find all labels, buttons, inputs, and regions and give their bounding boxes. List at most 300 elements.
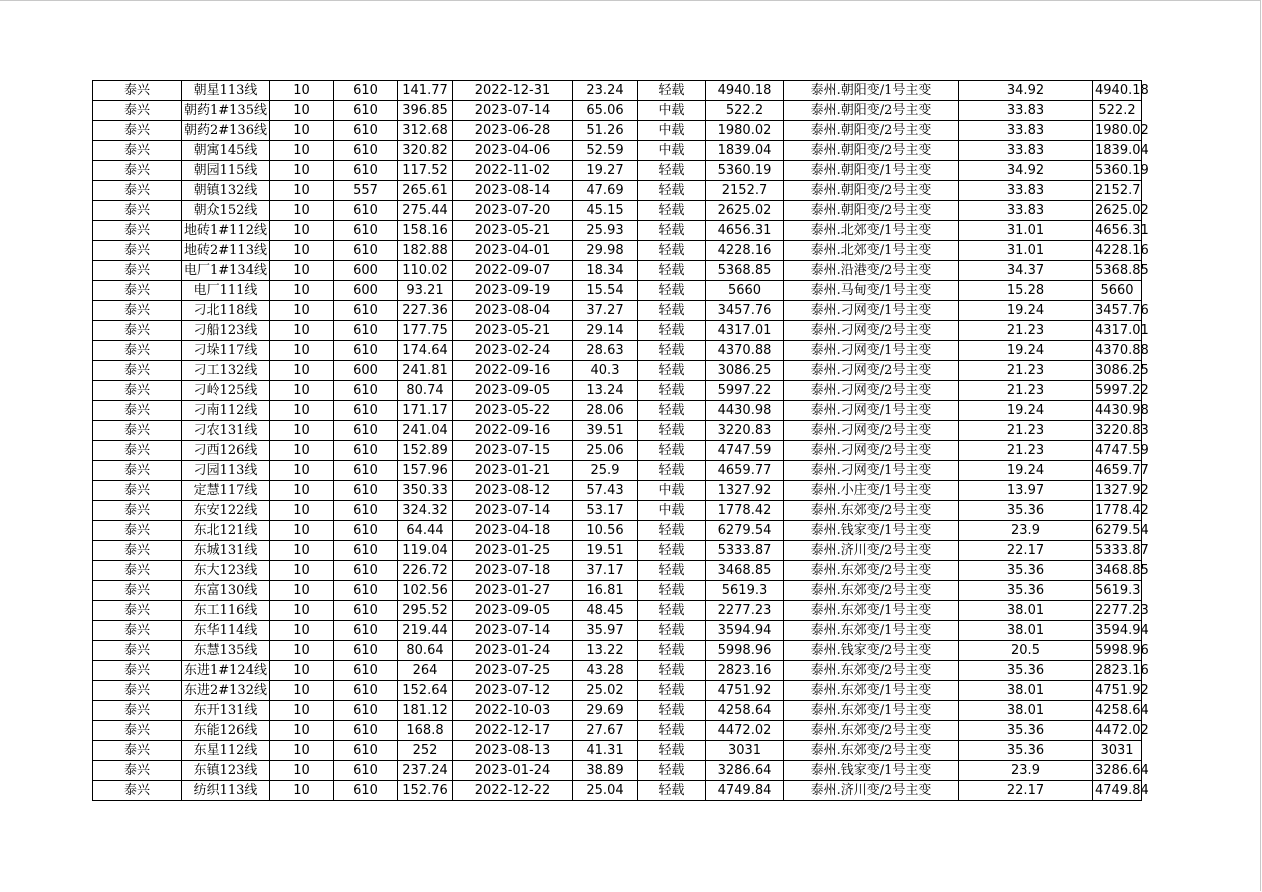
voltage-cell: 10: [270, 761, 334, 781]
available-capacity-cell: 4228.16: [706, 241, 784, 261]
line-name-cell: 东开131线: [182, 701, 270, 721]
voltage-cell: 10: [270, 241, 334, 261]
capacity-cell: 610: [334, 421, 398, 441]
load-rate-cell: 65.06: [573, 101, 638, 121]
load-status-cell: 轻载: [638, 181, 706, 201]
remaining-capacity-cell: 4430.98: [1093, 401, 1142, 421]
voltage-cell: 10: [270, 361, 334, 381]
capacity-cell: 610: [334, 761, 398, 781]
region-cell: 泰兴: [93, 281, 182, 301]
capacity-cell: 610: [334, 661, 398, 681]
load-status-cell: 轻载: [638, 661, 706, 681]
available-capacity-cell: 5997.22: [706, 381, 784, 401]
capacity-cell: 610: [334, 621, 398, 641]
load-rate-cell: 37.17: [573, 561, 638, 581]
remaining-capacity-cell: 4940.18: [1093, 81, 1142, 101]
remaining-capacity-cell: 4317.01: [1093, 321, 1142, 341]
transformer-load-rate-cell: 22.17: [959, 781, 1093, 801]
available-capacity-cell: 1327.92: [706, 481, 784, 501]
load-cell: 64.44: [398, 521, 453, 541]
load-status-cell: 轻载: [638, 161, 706, 181]
date-cell: 2023-09-05: [453, 601, 573, 621]
load-cell: 174.64: [398, 341, 453, 361]
line-name-cell: 东镇123线: [182, 761, 270, 781]
transformer-load-rate-cell: 38.01: [959, 601, 1093, 621]
voltage-cell: 10: [270, 641, 334, 661]
table-row: [93, 621, 1142, 641]
remaining-capacity-cell: 2625.02: [1093, 201, 1142, 221]
region-cell: 泰兴: [93, 161, 182, 181]
available-capacity-cell: 4749.84: [706, 781, 784, 801]
line-name-cell: 东进2#132线: [182, 681, 270, 701]
date-cell: 2023-02-24: [453, 341, 573, 361]
table-row: [93, 601, 1142, 621]
capacity-cell: 600: [334, 281, 398, 301]
line-name-cell: 刁北118线: [182, 301, 270, 321]
load-rate-cell: 19.51: [573, 541, 638, 561]
voltage-cell: 10: [270, 481, 334, 501]
line-name-cell: 东华114线: [182, 621, 270, 641]
region-cell: 泰兴: [93, 581, 182, 601]
region-cell: 泰兴: [93, 461, 182, 481]
load-rate-cell: 52.59: [573, 141, 638, 161]
transformer-cell: 泰州.刁网变/2号主变: [784, 421, 959, 441]
load-cell: 275.44: [398, 201, 453, 221]
voltage-cell: 10: [270, 561, 334, 581]
line-name-cell: 朝寓145线: [182, 141, 270, 161]
transformer-cell: 泰州.朝阳变/1号主变: [784, 161, 959, 181]
table-row: [93, 421, 1142, 441]
table-body: [93, 81, 1149, 801]
voltage-cell: 10: [270, 221, 334, 241]
line-name-cell: 刁农131线: [182, 421, 270, 441]
remaining-capacity-cell: 1778.42: [1093, 501, 1142, 521]
remaining-capacity-cell: 5368.85: [1093, 261, 1142, 281]
transformer-cell: 泰州.马甸变/1号主变: [784, 281, 959, 301]
region-cell: 泰兴: [93, 361, 182, 381]
load-status-cell: 轻载: [638, 721, 706, 741]
line-name-cell: 刁岭125线: [182, 381, 270, 401]
voltage-cell: 10: [270, 701, 334, 721]
transformer-cell: 泰州.东郊变/2号主变: [784, 721, 959, 741]
transformer-cell: 泰州.朝阳变/2号主变: [784, 141, 959, 161]
capacity-cell: 610: [334, 341, 398, 361]
table-row: [93, 121, 1142, 141]
voltage-cell: 10: [270, 421, 334, 441]
load-rate-cell: 48.45: [573, 601, 638, 621]
load-status-cell: 轻载: [638, 621, 706, 641]
transformer-load-rate-cell: 20.5: [959, 641, 1093, 661]
transformer-load-rate-cell: 23.9: [959, 761, 1093, 781]
capacity-cell: 610: [334, 741, 398, 761]
region-cell: 泰兴: [93, 221, 182, 241]
transformer-cell: 泰州.朝阳变/1号主变: [784, 81, 959, 101]
load-rate-cell: 41.31: [573, 741, 638, 761]
transformer-cell: 泰州.钱家变/1号主变: [784, 521, 959, 541]
load-cell: 181.12: [398, 701, 453, 721]
table-row: [93, 441, 1142, 461]
available-capacity-cell: 6279.54: [706, 521, 784, 541]
date-cell: 2022-12-17: [453, 721, 573, 741]
transformer-cell: 泰州.东郊变/1号主变: [784, 601, 959, 621]
capacity-cell: 610: [334, 781, 398, 801]
load-cell: 320.82: [398, 141, 453, 161]
load-rate-cell: 13.22: [573, 641, 638, 661]
line-name-cell: 东安122线: [182, 501, 270, 521]
date-cell: 2023-07-20: [453, 201, 573, 221]
remaining-capacity-cell: 1327.92: [1093, 481, 1142, 501]
line-name-cell: 朝众152线: [182, 201, 270, 221]
line-name-cell: 电厂1#134线: [182, 261, 270, 281]
available-capacity-cell: 4317.01: [706, 321, 784, 341]
table-row: [93, 521, 1142, 541]
date-cell: 2022-10-03: [453, 701, 573, 721]
load-status-cell: 轻载: [638, 561, 706, 581]
date-cell: 2023-09-05: [453, 381, 573, 401]
voltage-cell: 10: [270, 281, 334, 301]
table-row: [93, 661, 1142, 681]
line-name-cell: 东能126线: [182, 721, 270, 741]
load-status-cell: 轻载: [638, 241, 706, 261]
capacity-cell: 610: [334, 481, 398, 501]
line-name-cell: 电厂111线: [182, 281, 270, 301]
region-cell: 泰兴: [93, 761, 182, 781]
voltage-cell: 10: [270, 521, 334, 541]
load-status-cell: 轻载: [638, 641, 706, 661]
load-status-cell: 轻载: [638, 321, 706, 341]
region-cell: 泰兴: [93, 521, 182, 541]
table-row: [93, 701, 1142, 721]
available-capacity-cell: 5660: [706, 281, 784, 301]
load-status-cell: 中载: [638, 141, 706, 161]
table-row: [93, 461, 1142, 481]
load-status-cell: 轻载: [638, 81, 706, 101]
capacity-cell: 610: [334, 301, 398, 321]
table-row: [93, 181, 1142, 201]
available-capacity-cell: 2277.23: [706, 601, 784, 621]
load-rate-cell: 39.51: [573, 421, 638, 441]
remaining-capacity-cell: 2823.16: [1093, 661, 1142, 681]
voltage-cell: 10: [270, 601, 334, 621]
transformer-load-rate-cell: 15.28: [959, 281, 1093, 301]
remaining-capacity-cell: 4228.16: [1093, 241, 1142, 261]
region-cell: 泰兴: [93, 121, 182, 141]
remaining-capacity-cell: 5660: [1093, 281, 1142, 301]
date-cell: 2023-01-25: [453, 541, 573, 561]
available-capacity-cell: 4656.31: [706, 221, 784, 241]
transformer-cell: 泰州.朝阳变/2号主变: [784, 181, 959, 201]
voltage-cell: 10: [270, 141, 334, 161]
date-cell: 2023-05-21: [453, 221, 573, 241]
voltage-cell: 10: [270, 181, 334, 201]
load-rate-cell: 13.24: [573, 381, 638, 401]
line-name-cell: 东进1#124线: [182, 661, 270, 681]
date-cell: 2022-12-31: [453, 81, 573, 101]
transformer-load-rate-cell: 35.36: [959, 741, 1093, 761]
table-row: [93, 361, 1142, 381]
load-cell: 241.81: [398, 361, 453, 381]
transformer-cell: 泰州.刁网变/1号主变: [784, 341, 959, 361]
load-cell: 350.33: [398, 481, 453, 501]
table-row: [93, 81, 1142, 101]
voltage-cell: 10: [270, 621, 334, 641]
remaining-capacity-cell: 5333.87: [1093, 541, 1142, 561]
region-cell: 泰兴: [93, 601, 182, 621]
transformer-cell: 泰州.刁网变/2号主变: [784, 321, 959, 341]
transformer-load-rate-cell: 34.92: [959, 161, 1093, 181]
load-rate-cell: 25.9: [573, 461, 638, 481]
transformer-load-rate-cell: 33.83: [959, 201, 1093, 221]
transformer-load-rate-cell: 33.83: [959, 181, 1093, 201]
available-capacity-cell: 2152.7: [706, 181, 784, 201]
available-capacity-cell: 3031: [706, 741, 784, 761]
load-cell: 226.72: [398, 561, 453, 581]
load-cell: 93.21: [398, 281, 453, 301]
available-capacity-cell: 4430.98: [706, 401, 784, 421]
line-name-cell: 东北121线: [182, 521, 270, 541]
region-cell: 泰兴: [93, 501, 182, 521]
capacity-cell: 610: [334, 81, 398, 101]
transformer-cell: 泰州.刁网变/1号主变: [784, 301, 959, 321]
available-capacity-cell: 5368.85: [706, 261, 784, 281]
table-row: [93, 241, 1142, 261]
line-name-cell: 东星112线: [182, 741, 270, 761]
load-cell: 237.24: [398, 761, 453, 781]
load-rate-cell: 25.02: [573, 681, 638, 701]
date-cell: 2023-01-24: [453, 641, 573, 661]
line-name-cell: 地砖2#113线: [182, 241, 270, 261]
transformer-load-rate-cell: 21.23: [959, 381, 1093, 401]
remaining-capacity-cell: 4370.88: [1093, 341, 1142, 361]
load-status-cell: 轻载: [638, 421, 706, 441]
capacity-cell: 610: [334, 581, 398, 601]
voltage-cell: 10: [270, 661, 334, 681]
load-status-cell: 轻载: [638, 401, 706, 421]
load-status-cell: 轻载: [638, 521, 706, 541]
date-cell: 2022-11-02: [453, 161, 573, 181]
remaining-capacity-cell: 1980.02: [1093, 121, 1142, 141]
voltage-cell: 10: [270, 501, 334, 521]
voltage-cell: 10: [270, 201, 334, 221]
transformer-cell: 泰州.东郊变/2号主变: [784, 661, 959, 681]
available-capacity-cell: 3594.94: [706, 621, 784, 641]
transformer-cell: 泰州.钱家变/2号主变: [784, 641, 959, 661]
transformer-cell: 泰州.济川变/2号主变: [784, 781, 959, 801]
capacity-cell: 610: [334, 141, 398, 161]
transformer-cell: 泰州.刁网变/1号主变: [784, 461, 959, 481]
date-cell: 2023-09-19: [453, 281, 573, 301]
capacity-cell: 610: [334, 401, 398, 421]
region-cell: 泰兴: [93, 81, 182, 101]
region-cell: 泰兴: [93, 101, 182, 121]
transformer-cell: 泰州.东郊变/2号主变: [784, 581, 959, 601]
date-cell: 2023-07-14: [453, 621, 573, 641]
transformer-load-rate-cell: 31.01: [959, 241, 1093, 261]
available-capacity-cell: 4940.18: [706, 81, 784, 101]
load-cell: 102.56: [398, 581, 453, 601]
capacity-cell: 610: [334, 501, 398, 521]
line-name-cell: 定慧117线: [182, 481, 270, 501]
remaining-capacity-cell: 5998.96: [1093, 641, 1142, 661]
line-name-cell: 东富130线: [182, 581, 270, 601]
load-status-cell: 中载: [638, 481, 706, 501]
load-cell: 152.76: [398, 781, 453, 801]
line-name-cell: 纺织113线: [182, 781, 270, 801]
transformer-cell: 泰州.小庄变/1号主变: [784, 481, 959, 501]
available-capacity-cell: 3086.25: [706, 361, 784, 381]
transformer-load-rate-cell: 21.23: [959, 321, 1093, 341]
capacity-cell: 610: [334, 321, 398, 341]
load-rate-cell: 28.63: [573, 341, 638, 361]
remaining-capacity-cell: 2277.23: [1093, 601, 1142, 621]
remaining-capacity-cell: 1839.04: [1093, 141, 1142, 161]
voltage-cell: 10: [270, 541, 334, 561]
region-cell: 泰兴: [93, 661, 182, 681]
region-cell: 泰兴: [93, 481, 182, 501]
voltage-cell: 10: [270, 321, 334, 341]
capacity-cell: 610: [334, 521, 398, 541]
date-cell: 2023-07-15: [453, 441, 573, 461]
voltage-cell: 10: [270, 161, 334, 181]
table-row: [93, 161, 1142, 181]
transformer-load-rate-cell: 35.36: [959, 661, 1093, 681]
transformer-load-rate-cell: 38.01: [959, 701, 1093, 721]
transformer-cell: 泰州.北郊变/1号主变: [784, 221, 959, 241]
load-cell: 141.77: [398, 81, 453, 101]
table-row: [93, 561, 1142, 581]
available-capacity-cell: 4472.02: [706, 721, 784, 741]
load-rate-cell: 25.04: [573, 781, 638, 801]
load-rate-cell: 29.69: [573, 701, 638, 721]
available-capacity-cell: 3220.83: [706, 421, 784, 441]
capacity-cell: 610: [334, 561, 398, 581]
table-row: [93, 721, 1142, 741]
load-rate-cell: 28.06: [573, 401, 638, 421]
load-rate-cell: 38.89: [573, 761, 638, 781]
available-capacity-cell: 4370.88: [706, 341, 784, 361]
region-cell: 泰兴: [93, 781, 182, 801]
transformer-cell: 泰州.刁网变/1号主变: [784, 401, 959, 421]
available-capacity-cell: 5333.87: [706, 541, 784, 561]
load-rate-cell: 43.28: [573, 661, 638, 681]
load-status-cell: 轻载: [638, 221, 706, 241]
region-cell: 泰兴: [93, 401, 182, 421]
line-name-cell: 刁园113线: [182, 461, 270, 481]
remaining-capacity-cell: 4472.02: [1093, 721, 1142, 741]
region-cell: 泰兴: [93, 681, 182, 701]
transformer-load-rate-cell: 19.24: [959, 461, 1093, 481]
remaining-capacity-cell: 522.2: [1093, 101, 1142, 121]
load-cell: 227.36: [398, 301, 453, 321]
transformer-cell: 泰州.东郊变/1号主变: [784, 621, 959, 641]
load-status-cell: 轻载: [638, 681, 706, 701]
remaining-capacity-cell: 5619.3: [1093, 581, 1142, 601]
load-cell: 264: [398, 661, 453, 681]
remaining-capacity-cell: 4258.64: [1093, 701, 1142, 721]
remaining-capacity-cell: 4749.84: [1093, 781, 1142, 801]
load-rate-cell: 27.67: [573, 721, 638, 741]
load-status-cell: 中载: [638, 121, 706, 141]
capacity-cell: 610: [334, 641, 398, 661]
date-cell: 2023-08-04: [453, 301, 573, 321]
line-name-cell: 朝园115线: [182, 161, 270, 181]
voltage-cell: 10: [270, 581, 334, 601]
load-cell: 171.17: [398, 401, 453, 421]
load-status-cell: 轻载: [638, 261, 706, 281]
load-rate-cell: 23.24: [573, 81, 638, 101]
load-cell: 119.04: [398, 541, 453, 561]
transformer-load-rate-cell: 38.01: [959, 621, 1093, 641]
region-cell: 泰兴: [93, 301, 182, 321]
capacity-cell: 610: [334, 541, 398, 561]
table-row: [93, 221, 1142, 241]
load-rate-cell: 10.56: [573, 521, 638, 541]
region-cell: 泰兴: [93, 741, 182, 761]
date-cell: 2022-09-16: [453, 421, 573, 441]
available-capacity-cell: 4659.77: [706, 461, 784, 481]
transformer-load-rate-cell: 21.23: [959, 421, 1093, 441]
load-cell: 396.85: [398, 101, 453, 121]
transformer-cell: 泰州.东郊变/2号主变: [784, 501, 959, 521]
capacity-cell: 610: [334, 701, 398, 721]
transformer-cell: 泰州.刁网变/2号主变: [784, 441, 959, 461]
available-capacity-cell: 5619.3: [706, 581, 784, 601]
load-rate-cell: 15.54: [573, 281, 638, 301]
load-rate-cell: 51.26: [573, 121, 638, 141]
date-cell: 2023-01-27: [453, 581, 573, 601]
date-cell: 2023-07-18: [453, 561, 573, 581]
remaining-capacity-cell: 6279.54: [1093, 521, 1142, 541]
line-name-cell: 朝星113线: [182, 81, 270, 101]
region-cell: 泰兴: [93, 201, 182, 221]
voltage-cell: 10: [270, 741, 334, 761]
line-name-cell: 刁工132线: [182, 361, 270, 381]
region-cell: 泰兴: [93, 701, 182, 721]
available-capacity-cell: 3457.76: [706, 301, 784, 321]
capacity-cell: 600: [334, 261, 398, 281]
region-cell: 泰兴: [93, 641, 182, 661]
region-cell: 泰兴: [93, 141, 182, 161]
voltage-cell: 10: [270, 681, 334, 701]
region-cell: 泰兴: [93, 321, 182, 341]
load-status-cell: 中载: [638, 501, 706, 521]
load-cell: 157.96: [398, 461, 453, 481]
transformer-load-rate-cell: 23.9: [959, 521, 1093, 541]
voltage-cell: 10: [270, 461, 334, 481]
load-rate-cell: 18.34: [573, 261, 638, 281]
transformer-cell: 泰州.朝阳变/2号主变: [784, 121, 959, 141]
remaining-capacity-cell: 3031: [1093, 741, 1142, 761]
date-cell: 2023-01-24: [453, 761, 573, 781]
available-capacity-cell: 1980.02: [706, 121, 784, 141]
load-status-cell: 轻载: [638, 441, 706, 461]
available-capacity-cell: 4747.59: [706, 441, 784, 461]
remaining-capacity-cell: 3468.85: [1093, 561, 1142, 581]
load-rate-cell: 45.15: [573, 201, 638, 221]
transformer-load-rate-cell: 31.01: [959, 221, 1093, 241]
capacity-cell: 557: [334, 181, 398, 201]
transformer-cell: 泰州.钱家变/1号主变: [784, 761, 959, 781]
transformer-load-rate-cell: 38.01: [959, 681, 1093, 701]
load-cell: 80.64: [398, 641, 453, 661]
transformer-cell: 泰州.朝阳变/2号主变: [784, 101, 959, 121]
available-capacity-cell: 5998.96: [706, 641, 784, 661]
capacity-cell: 610: [334, 221, 398, 241]
load-rate-cell: 25.06: [573, 441, 638, 461]
load-rate-cell: 29.14: [573, 321, 638, 341]
transformer-load-rate-cell: 21.23: [959, 441, 1093, 461]
date-cell: 2023-05-21: [453, 321, 573, 341]
